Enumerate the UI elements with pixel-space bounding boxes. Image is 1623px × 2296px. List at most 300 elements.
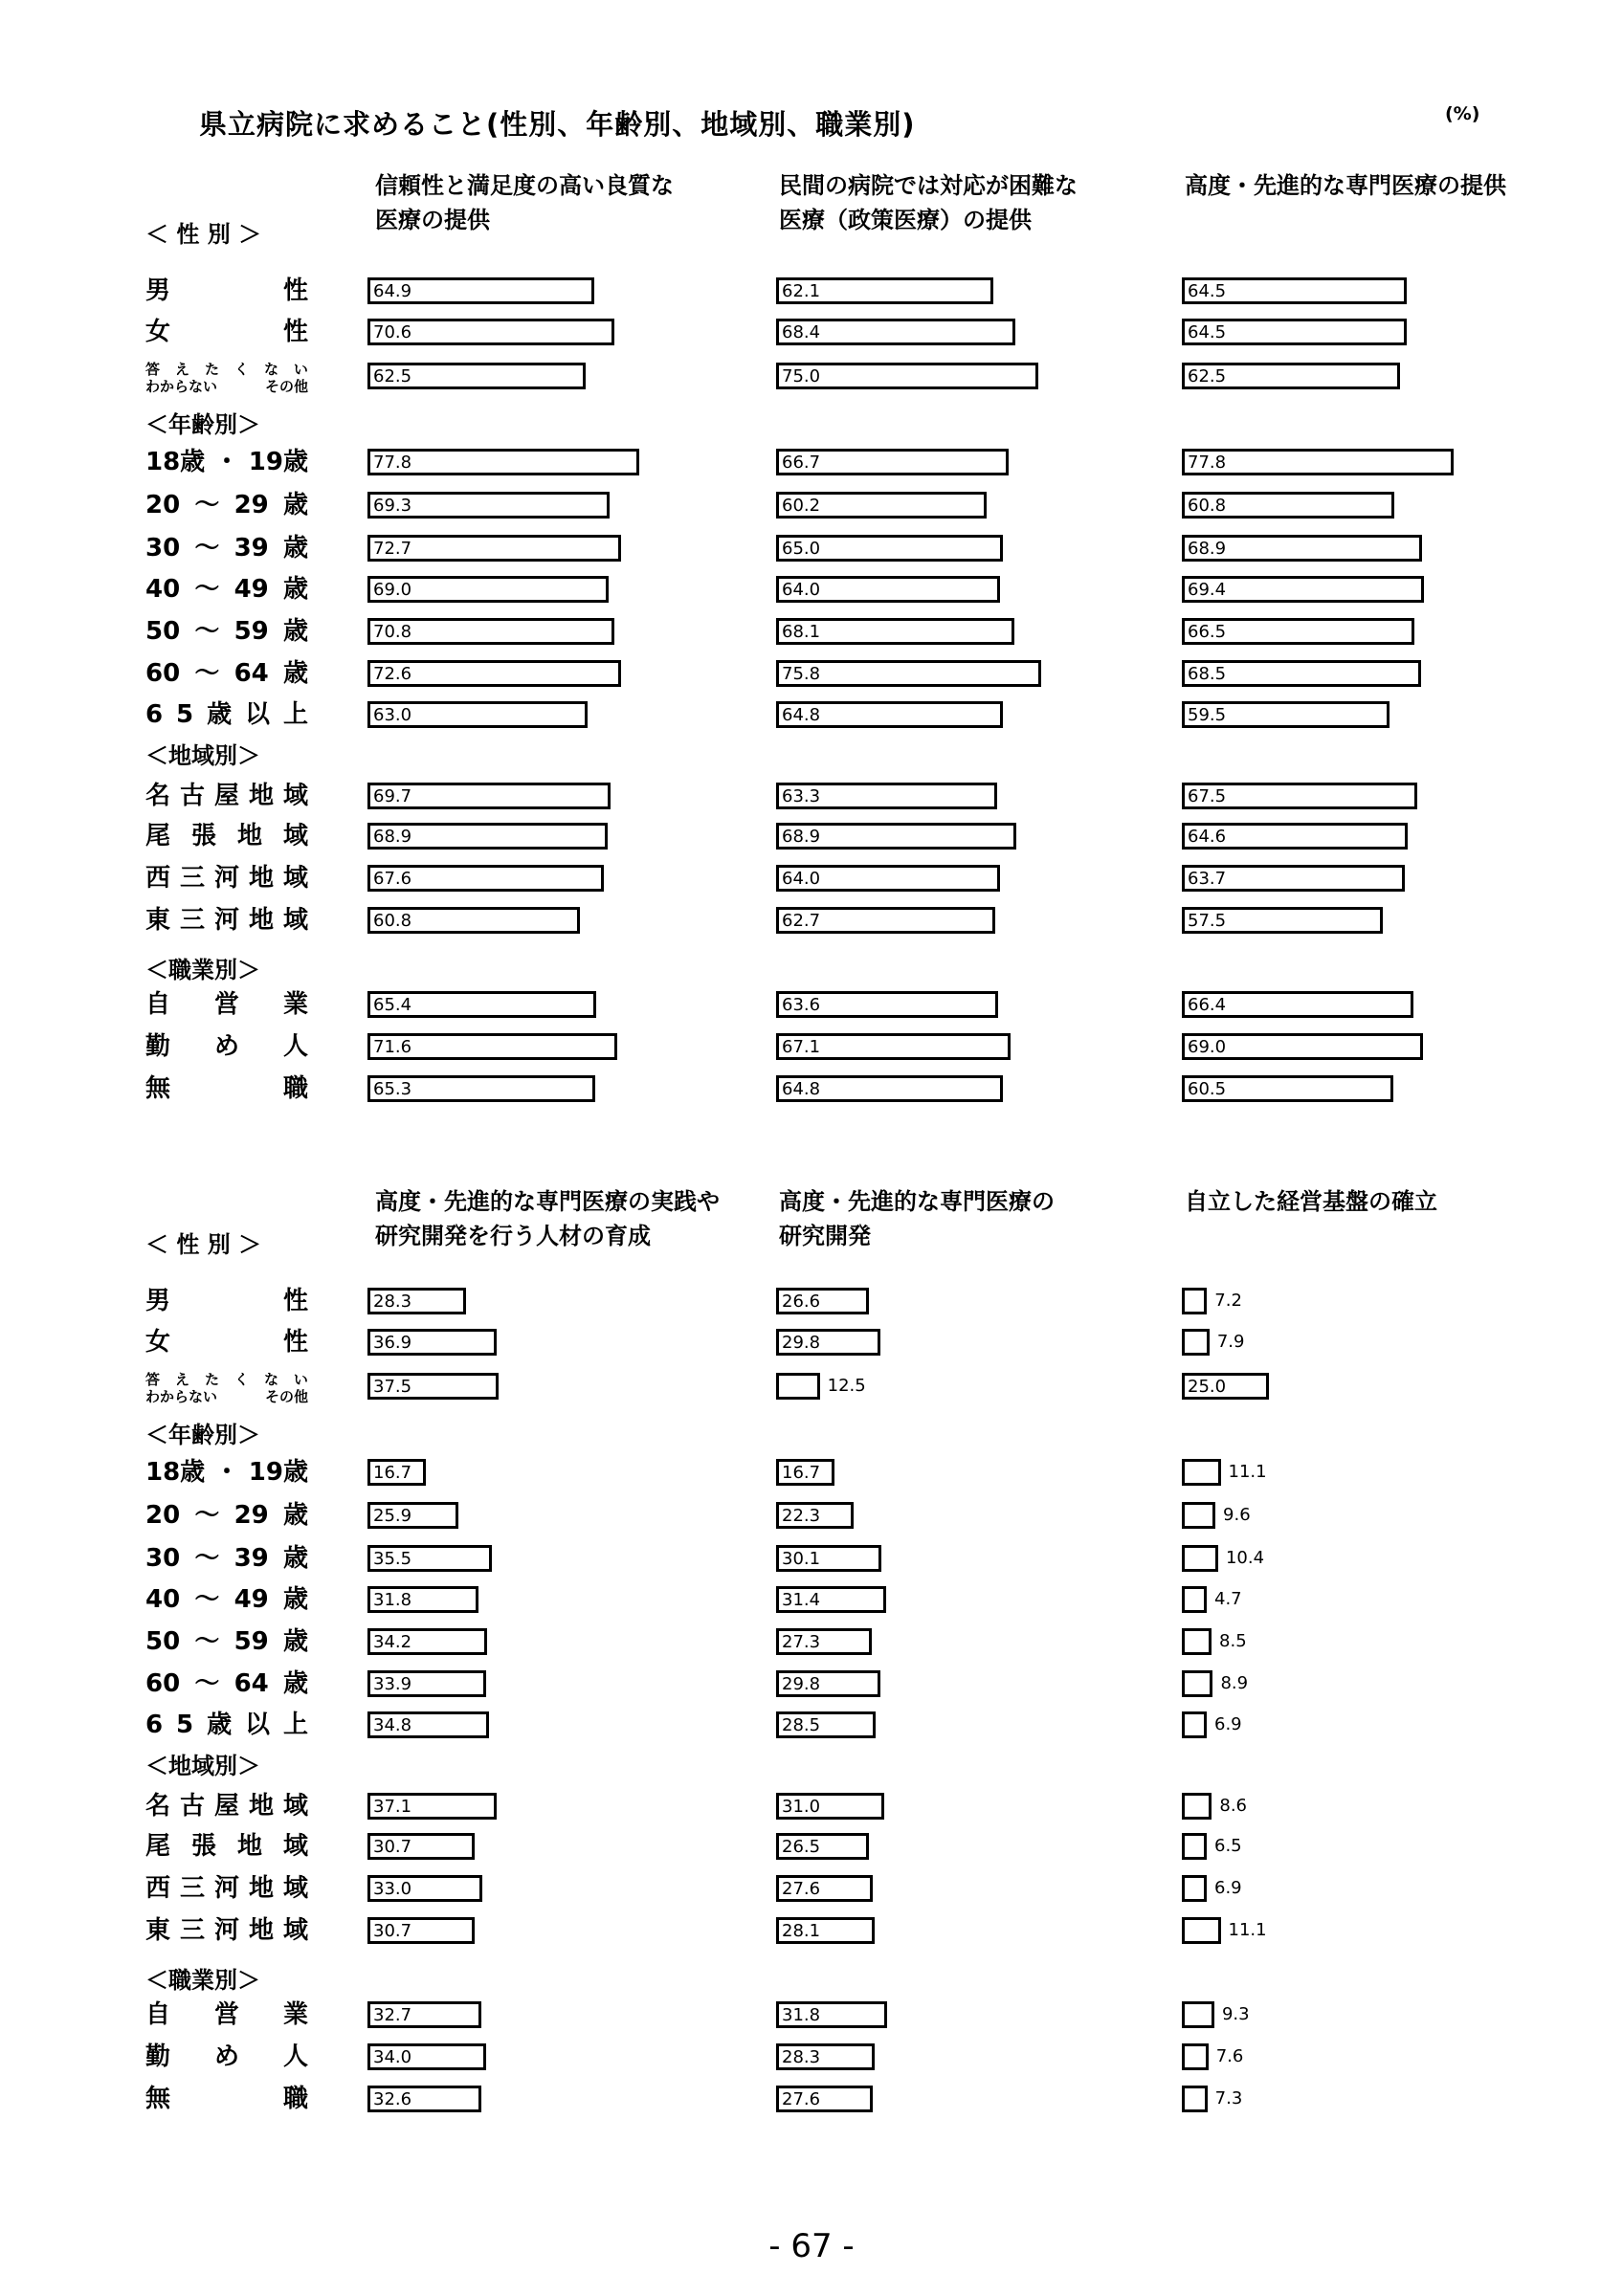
row-label-part: ～ bbox=[194, 491, 220, 519]
row-label bbox=[145, 1500, 308, 1531]
row-label bbox=[145, 1584, 308, 1615]
row-label-part: 三 bbox=[179, 906, 205, 935]
bar-value-label: 27.6 bbox=[782, 1879, 821, 1899]
bar-value-label: 8.9 bbox=[1220, 1673, 1249, 1693]
row-label-part: 営 bbox=[213, 990, 239, 1019]
bar-value-label: 25.9 bbox=[373, 1506, 412, 1526]
bar-value-label: 34.2 bbox=[373, 1632, 412, 1652]
row-label-part: 歳 bbox=[282, 659, 308, 688]
series-heading-2 bbox=[779, 1184, 1055, 1253]
bar-value-label: 7.6 bbox=[1215, 2046, 1244, 2066]
row-label-part: 勤 bbox=[145, 1032, 171, 1061]
bar-value-label: 7.2 bbox=[1214, 1291, 1242, 1311]
row-label bbox=[145, 1831, 308, 1862]
bar bbox=[367, 1875, 482, 1902]
row-label-part: 5 bbox=[176, 700, 194, 729]
row-label-part: ～ bbox=[194, 1501, 220, 1530]
bar-value-label: 70.8 bbox=[373, 622, 412, 642]
bar-value-label: 66.5 bbox=[1188, 622, 1227, 642]
bar-value-label: 25.0 bbox=[1188, 1377, 1227, 1397]
row-label-part: 地 bbox=[248, 1792, 274, 1821]
row-label-part: 50 bbox=[145, 1627, 181, 1656]
bar bbox=[367, 1329, 497, 1356]
row-label-part: く bbox=[233, 1371, 249, 1388]
bar bbox=[1182, 1373, 1269, 1400]
row-label-part: 域 bbox=[282, 906, 308, 935]
row-label-part: 張 bbox=[190, 822, 216, 850]
row-label-part: 歳 bbox=[282, 1585, 308, 1614]
series-heading-line: 民間の病院では対応が困難な bbox=[779, 172, 1078, 199]
bar bbox=[776, 1833, 869, 1860]
bar-value-label: 62.1 bbox=[782, 281, 821, 301]
row-label-part: 三 bbox=[179, 1874, 205, 1903]
bar bbox=[1182, 1329, 1210, 1356]
bar-value-label: 64.8 bbox=[782, 705, 821, 725]
series-heading-line: 信頼性と満足度の高い良質な bbox=[375, 172, 674, 199]
bar bbox=[367, 2086, 481, 2112]
bar-value-label: 60.2 bbox=[782, 496, 821, 516]
row-label-part: 無 bbox=[145, 1074, 171, 1103]
bar-value-label: 75.8 bbox=[782, 664, 821, 684]
bar bbox=[776, 1459, 834, 1486]
row-label-part: 域 bbox=[282, 822, 308, 850]
bar-value-label: 32.6 bbox=[373, 2089, 412, 2109]
bar-value-label: 65.0 bbox=[782, 539, 821, 559]
bar-value-label: 9.6 bbox=[1223, 1505, 1251, 1525]
row-label bbox=[145, 1668, 308, 1699]
row-label-part: 歳 bbox=[282, 491, 308, 519]
row-label-part: 河 bbox=[213, 906, 239, 935]
row-label-part: 地 bbox=[248, 864, 274, 893]
bar bbox=[1182, 2001, 1214, 2028]
bar bbox=[776, 1373, 820, 1400]
bar bbox=[1182, 1875, 1207, 1902]
row-label-part: 以 bbox=[245, 1711, 271, 1739]
bar-value-label: 37.1 bbox=[373, 1797, 412, 1817]
row-label-part: 60 bbox=[145, 659, 181, 688]
row-label-part: わからない bbox=[145, 1388, 218, 1405]
row-label-part: 人 bbox=[282, 1032, 308, 1061]
bar bbox=[1182, 1711, 1207, 1738]
row-label-part: ～ bbox=[194, 659, 220, 688]
bar bbox=[776, 2043, 875, 2070]
bar-value-label: 29.8 bbox=[782, 1333, 821, 1353]
series-heading-1 bbox=[375, 1184, 720, 1253]
row-label-part: 女 bbox=[145, 1328, 171, 1357]
bar-value-label: 30.1 bbox=[782, 1549, 821, 1569]
row-label-part: 40 bbox=[145, 575, 181, 604]
bar bbox=[367, 2001, 481, 2028]
bar-value-label: 63.3 bbox=[782, 786, 821, 806]
bar-value-label: 77.8 bbox=[373, 453, 412, 473]
row-label-part: た bbox=[204, 1371, 219, 1388]
row-label-part: 西 bbox=[145, 1874, 171, 1903]
row-label-part: 地 bbox=[248, 782, 274, 810]
bar-value-label: 12.5 bbox=[827, 1376, 866, 1396]
row-label-part: 男 bbox=[145, 1287, 171, 1315]
bar bbox=[776, 1711, 876, 1738]
bar bbox=[776, 1917, 875, 1944]
bar-value-label: 69.0 bbox=[373, 580, 412, 600]
bar bbox=[367, 1586, 478, 1613]
row-label-part: 名 bbox=[145, 1792, 171, 1821]
bar bbox=[776, 1628, 872, 1655]
row-label-part: 50 bbox=[145, 617, 181, 646]
bar-value-label: 60.5 bbox=[1188, 1079, 1227, 1099]
row-label-part: 性 bbox=[282, 1287, 308, 1315]
bar bbox=[1182, 1502, 1215, 1529]
bar-value-label: 67.5 bbox=[1188, 786, 1227, 806]
row-label-part: 30 bbox=[145, 534, 181, 563]
bar-value-label: 63.6 bbox=[782, 995, 821, 1015]
row-label-part: 域 bbox=[282, 1832, 308, 1861]
row-label bbox=[145, 1626, 308, 1657]
row-label-part: 古 bbox=[179, 1792, 205, 1821]
row-label-part: わからない bbox=[145, 378, 218, 395]
bar bbox=[367, 1459, 426, 1486]
bar-value-label: 66.4 bbox=[1188, 995, 1227, 1015]
row-label-part: 答 bbox=[145, 361, 161, 378]
bar bbox=[1182, 1793, 1212, 1820]
row-label-part: 19歳 bbox=[248, 448, 308, 476]
row-label-part: え bbox=[174, 1371, 189, 1388]
row-label-part: 屋 bbox=[213, 782, 239, 810]
bar bbox=[776, 1793, 884, 1820]
bar bbox=[1182, 1288, 1207, 1314]
bar bbox=[367, 1793, 497, 1820]
row-label bbox=[145, 1999, 308, 2030]
row-label-part: な bbox=[263, 1371, 278, 1388]
bar bbox=[776, 2086, 873, 2112]
series-heading-line: 研究開発 bbox=[779, 1223, 871, 1249]
bar-value-label: 66.7 bbox=[782, 453, 821, 473]
bar-value-label: 59.5 bbox=[1188, 705, 1227, 725]
group-header: ＜職業別＞ bbox=[145, 957, 260, 983]
bar-value-label: 68.1 bbox=[782, 622, 821, 642]
bar-value-label: 27.6 bbox=[782, 2089, 821, 2109]
row-label bbox=[145, 1457, 308, 1488]
bar-value-label: 7.3 bbox=[1214, 2088, 1243, 2108]
bar-value-label: 64.6 bbox=[1188, 827, 1227, 847]
row-label-part: 歳 bbox=[282, 617, 308, 646]
row-label-part: 地 bbox=[236, 822, 262, 850]
bar bbox=[367, 1628, 487, 1655]
bar-value-label: 7.9 bbox=[1216, 1332, 1245, 1352]
row-label-part: た bbox=[204, 361, 219, 378]
group-header: ＜ 性 別 ＞ bbox=[145, 1231, 262, 1258]
bar bbox=[367, 1545, 492, 1572]
row-label-part: 5 bbox=[176, 1711, 194, 1739]
bar-value-label: 63.0 bbox=[373, 705, 412, 725]
row-label-part: 歳 bbox=[282, 534, 308, 563]
bar-value-label: 71.6 bbox=[373, 1037, 412, 1057]
bar-value-label: 64.0 bbox=[782, 869, 821, 889]
bar bbox=[1182, 2086, 1208, 2112]
bar-value-label: 28.3 bbox=[373, 1292, 412, 1312]
bar-value-label: 11.1 bbox=[1228, 1920, 1267, 1940]
row-label-part: ～ bbox=[194, 534, 220, 563]
row-label-part: ～ bbox=[194, 1627, 220, 1656]
bar-value-label: 28.1 bbox=[782, 1921, 821, 1941]
group-header: ＜地域別＞ bbox=[145, 742, 260, 769]
row-label-part: 西 bbox=[145, 864, 171, 893]
row-label-part: 男 bbox=[145, 276, 171, 305]
bar-value-label: 8.5 bbox=[1219, 1631, 1247, 1651]
row-label-part: 性 bbox=[282, 1328, 308, 1357]
row-label-part: 性 bbox=[282, 318, 308, 346]
bar-value-label: 6.9 bbox=[1214, 1714, 1242, 1734]
row-label-part: 30 bbox=[145, 1544, 181, 1573]
bar-value-label: 67.6 bbox=[373, 869, 412, 889]
bar-value-label: 6.9 bbox=[1214, 1878, 1242, 1898]
row-label-part: ～ bbox=[194, 1585, 220, 1614]
row-label bbox=[145, 1710, 308, 1740]
bar-value-label: 68.9 bbox=[1188, 539, 1227, 559]
bar bbox=[776, 2001, 887, 2028]
group-header: ＜職業別＞ bbox=[145, 1967, 260, 1994]
page-number: - 67 - bbox=[768, 2227, 855, 2265]
bar-value-label: 26.6 bbox=[782, 1292, 821, 1312]
bar-value-label: 30.7 bbox=[373, 1921, 412, 1941]
row-label-part: 三 bbox=[179, 1916, 205, 1945]
row-label-part: 屋 bbox=[213, 1792, 239, 1821]
row-label-part: 尾 bbox=[145, 822, 171, 850]
bar bbox=[367, 2043, 486, 2070]
row-label-part: 名 bbox=[145, 782, 171, 810]
bar-value-label: 65.3 bbox=[373, 1079, 412, 1099]
row-label bbox=[145, 2084, 308, 2114]
row-label-part: え bbox=[174, 361, 189, 378]
row-label-part: 域 bbox=[282, 782, 308, 810]
row-label-part: 古 bbox=[179, 782, 205, 810]
series-heading-3 bbox=[1185, 1184, 1437, 1219]
bar-value-label: 34.0 bbox=[373, 2047, 412, 2067]
row-label bbox=[145, 1286, 308, 1316]
bar-value-label: 72.6 bbox=[373, 664, 412, 684]
row-label bbox=[145, 1371, 308, 1405]
row-label-part: 19歳 bbox=[248, 1458, 308, 1487]
row-label-part: 地 bbox=[248, 1874, 274, 1903]
row-label-part: 49 bbox=[233, 575, 269, 604]
row-label-part: 40 bbox=[145, 1585, 181, 1614]
bar bbox=[367, 1373, 499, 1400]
row-label-part: 歳 bbox=[282, 575, 308, 604]
row-label-part: 東 bbox=[145, 906, 171, 935]
bar bbox=[1182, 1586, 1207, 1613]
bar-value-label: 64.0 bbox=[782, 580, 821, 600]
bar-value-label: 69.3 bbox=[373, 496, 412, 516]
row-label-part: 18歳 bbox=[145, 1458, 206, 1487]
series-heading-line: 自立した経営基盤の確立 bbox=[1185, 1188, 1437, 1215]
bar bbox=[1182, 1545, 1218, 1572]
row-label-part: 39 bbox=[233, 534, 269, 563]
row-label bbox=[145, 1543, 308, 1574]
row-label-part: い bbox=[293, 1371, 308, 1388]
bar-value-label: 68.5 bbox=[1188, 664, 1227, 684]
row-label-part: ・ bbox=[213, 448, 239, 476]
bar-value-label: 68.9 bbox=[373, 827, 412, 847]
row-label-part: 18歳 bbox=[145, 448, 206, 476]
row-label bbox=[145, 1791, 308, 1821]
bar-value-label: 10.4 bbox=[1225, 1548, 1265, 1568]
bar-value-label: 26.5 bbox=[782, 1837, 821, 1857]
bar bbox=[367, 1917, 475, 1944]
row-label-part: 女 bbox=[145, 318, 171, 346]
row-label bbox=[145, 2042, 308, 2072]
bar-value-label: 67.1 bbox=[782, 1037, 821, 1057]
row-label-part: 歳 bbox=[207, 700, 233, 729]
row-label-part: 自 bbox=[145, 990, 171, 1019]
row-label-part: 職 bbox=[282, 1074, 308, 1103]
bar bbox=[1182, 1917, 1221, 1944]
row-label-line bbox=[145, 1371, 308, 1388]
row-label-part: ～ bbox=[194, 575, 220, 604]
row-label-part: 三 bbox=[179, 864, 205, 893]
bar-value-label: 31.8 bbox=[373, 1590, 412, 1610]
row-label-part: 性 bbox=[282, 276, 308, 305]
row-label-part: め bbox=[213, 1032, 239, 1061]
bar-value-label: 33.0 bbox=[373, 1879, 412, 1899]
bar-value-label: 36.9 bbox=[373, 1333, 412, 1353]
row-label-part: 自 bbox=[145, 2000, 171, 2029]
row-label-part: 64 bbox=[233, 659, 269, 688]
bar bbox=[776, 1875, 873, 1902]
bar-value-label: 35.5 bbox=[373, 1549, 412, 1569]
bar bbox=[1182, 1459, 1221, 1486]
row-label bbox=[145, 1327, 308, 1358]
row-label-part: 河 bbox=[213, 1874, 239, 1903]
bar-value-label: 64.9 bbox=[373, 281, 412, 301]
row-label-part: 以 bbox=[245, 700, 271, 729]
bar-value-label: 64.5 bbox=[1188, 281, 1227, 301]
bar-value-label: 16.7 bbox=[782, 1463, 821, 1483]
row-label-part: 域 bbox=[282, 1874, 308, 1903]
bar bbox=[776, 1586, 886, 1613]
row-label-part: 20 bbox=[145, 1501, 181, 1530]
bar-value-label: 62.7 bbox=[782, 911, 821, 931]
group-header: ＜年齢別＞ bbox=[145, 411, 260, 438]
row-label-part: ～ bbox=[194, 1544, 220, 1573]
row-label-part: ・ bbox=[213, 1458, 239, 1487]
bar-value-label: 33.9 bbox=[373, 1674, 412, 1694]
series-heading-line: 高度・先進的な専門医療の bbox=[779, 1188, 1055, 1215]
bar-value-label: 16.7 bbox=[373, 1463, 412, 1483]
bar bbox=[367, 1670, 486, 1697]
group-header: ＜年齢別＞ bbox=[145, 1422, 260, 1448]
row-label-part: 無 bbox=[145, 2085, 171, 2113]
row-label-part: 歳 bbox=[207, 1711, 233, 1739]
row-label-part: 尾 bbox=[145, 1832, 171, 1861]
row-label-line bbox=[145, 1388, 308, 1405]
row-label-part: 域 bbox=[282, 864, 308, 893]
bar bbox=[367, 1711, 489, 1738]
row-label-part: 業 bbox=[282, 990, 308, 1019]
bar-value-label: 22.3 bbox=[782, 1506, 821, 1526]
bar-value-label: 30.7 bbox=[373, 1837, 412, 1857]
row-label-part: 60 bbox=[145, 1669, 181, 1698]
row-label-part: 59 bbox=[233, 617, 269, 646]
row-label-part: 29 bbox=[233, 491, 269, 519]
bar-value-label: 70.6 bbox=[373, 322, 412, 342]
row-label-part: 29 bbox=[233, 1501, 269, 1530]
row-label-part: 職 bbox=[282, 2085, 308, 2113]
bar bbox=[1182, 1833, 1207, 1860]
row-label-part: め bbox=[213, 2042, 239, 2071]
bar-value-label: 60.8 bbox=[373, 911, 412, 931]
row-label-part: 歳 bbox=[282, 1627, 308, 1656]
unit-label: (%) bbox=[1445, 103, 1480, 124]
row-label-part: 地 bbox=[236, 1832, 262, 1861]
bar-value-label: 62.5 bbox=[373, 366, 412, 386]
bar bbox=[367, 1502, 458, 1529]
row-label bbox=[145, 1873, 308, 1904]
row-label-part: 上 bbox=[282, 700, 308, 729]
row-label-part: 域 bbox=[282, 1792, 308, 1821]
bar-value-label: 62.5 bbox=[1188, 366, 1227, 386]
row-label-part: 6 bbox=[145, 700, 164, 729]
bar bbox=[1182, 1670, 1212, 1697]
row-label-part: 歳 bbox=[282, 1544, 308, 1573]
bar bbox=[367, 1833, 475, 1860]
bar-value-label: 65.4 bbox=[373, 995, 412, 1015]
series-heading-line: 研究開発を行う人材の育成 bbox=[375, 1223, 651, 1249]
bar-value-label: 63.7 bbox=[1188, 869, 1227, 889]
row-label-part: 勤 bbox=[145, 2042, 171, 2071]
bar-value-label: 31.8 bbox=[782, 2005, 821, 2025]
row-label-part: 地 bbox=[248, 1916, 274, 1945]
bar-value-label: 37.5 bbox=[373, 1377, 412, 1397]
bar-value-label: 64.8 bbox=[782, 1079, 821, 1099]
bar bbox=[776, 1288, 869, 1314]
row-label-part: ～ bbox=[194, 617, 220, 646]
row-label-part: 59 bbox=[233, 1627, 269, 1656]
row-label-part: 答 bbox=[145, 1371, 161, 1388]
row-label-part: 域 bbox=[282, 1916, 308, 1945]
bar-value-label: 69.7 bbox=[373, 786, 412, 806]
bar-value-label: 72.7 bbox=[373, 539, 412, 559]
bar-value-label: 28.3 bbox=[782, 2047, 821, 2067]
bar-value-label: 64.5 bbox=[1188, 322, 1227, 342]
bar bbox=[776, 1670, 880, 1697]
group-header: ＜ 性 別 ＞ bbox=[145, 221, 262, 248]
chart-title: 県立病院に求めること(性別、年齢別、地域別、職業別) bbox=[199, 108, 916, 141]
row-label-part: い bbox=[293, 361, 308, 378]
row-label-part: 地 bbox=[248, 906, 274, 935]
row-label-part: 河 bbox=[213, 1916, 239, 1945]
bar bbox=[776, 1545, 881, 1572]
row-label-part: 人 bbox=[282, 2042, 308, 2071]
row-label-part: 上 bbox=[282, 1711, 308, 1739]
bar bbox=[367, 1288, 466, 1314]
bar-value-label: 4.7 bbox=[1214, 1589, 1242, 1609]
row-label-part: な bbox=[263, 361, 278, 378]
row-label bbox=[145, 1915, 308, 1946]
bar-value-label: 31.0 bbox=[782, 1797, 821, 1817]
bar-value-label: 77.8 bbox=[1188, 453, 1227, 473]
bar-value-label: 75.0 bbox=[782, 366, 821, 386]
bar-value-label: 34.8 bbox=[373, 1715, 412, 1735]
row-label-part: 歳 bbox=[282, 1501, 308, 1530]
row-label-part: 歳 bbox=[282, 1669, 308, 1698]
bar bbox=[776, 1502, 854, 1529]
row-label-part: 営 bbox=[213, 2000, 239, 2029]
bar-value-label: 9.3 bbox=[1221, 2004, 1250, 2024]
series-heading-line: 医療の提供 bbox=[375, 207, 490, 233]
bar-value-label: 8.6 bbox=[1219, 1796, 1248, 1816]
series-heading-line: 医療（政策医療）の提供 bbox=[779, 207, 1032, 233]
bar-value-label: 57.5 bbox=[1188, 911, 1227, 931]
bar-value-label: 6.5 bbox=[1214, 1836, 1242, 1856]
